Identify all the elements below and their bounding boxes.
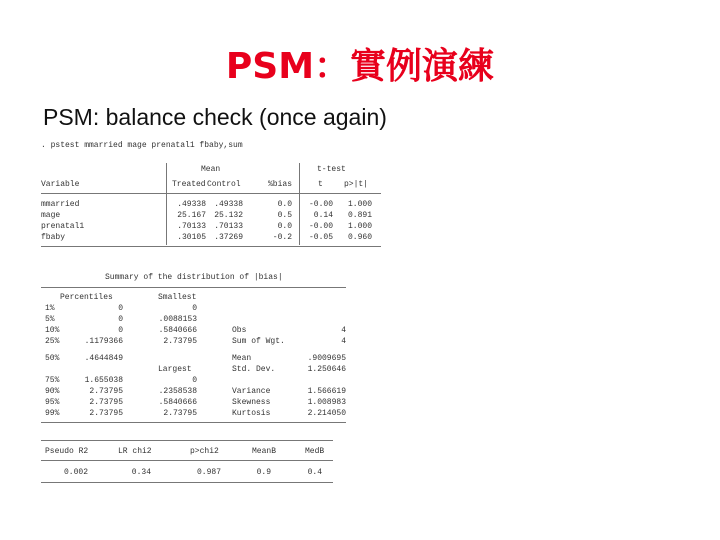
header-bias: %bias — [268, 180, 293, 189]
smallest-value: .0088153 — [158, 315, 197, 324]
percentile-value: .1179366 — [84, 337, 123, 346]
fit-header: LR chi2 — [118, 447, 152, 456]
stat-label: Std. Dev. — [232, 365, 276, 374]
fit-header: p>chi2 — [190, 447, 219, 456]
percentile-value: 2.73795 — [89, 409, 123, 418]
t-value: -0.05 — [308, 233, 333, 242]
table-divider — [166, 163, 167, 245]
fit-value: 0.002 — [63, 468, 88, 477]
stat-value: 4 — [341, 326, 346, 335]
percentile-label: 75% — [45, 376, 60, 385]
control-mean: .37269 — [214, 233, 243, 242]
percentile-label: 95% — [45, 398, 60, 407]
fit-value: 0.9 — [256, 468, 271, 477]
t-value: -0.00 — [308, 200, 333, 209]
smallest-value: 2.73795 — [163, 337, 197, 346]
slide-subtitle: PSM: balance check (once again) — [43, 104, 387, 130]
slide-title: PSM：實例演練 — [225, 46, 495, 87]
largest-value: 2.73795 — [163, 409, 197, 418]
percentile-label: 25% — [45, 337, 60, 346]
header-largest: Largest — [158, 365, 192, 374]
treated-mean: .70133 — [177, 222, 206, 231]
percentile-value: 0 — [118, 315, 123, 324]
fit-value: 0.987 — [196, 468, 221, 477]
header-variable: Variable — [41, 180, 80, 189]
smallest-value: 0 — [192, 304, 197, 313]
percentile-label: 90% — [45, 387, 60, 396]
var-name: fbaby — [41, 233, 66, 242]
fit-header: Pseudo R2 — [45, 447, 89, 456]
stata-command: . pstest mmarried mage prenatal1 fbaby,sum — [41, 141, 243, 150]
treated-mean: .49338 — [177, 200, 206, 209]
stat-value: 1.250646 — [307, 365, 346, 374]
var-name: mmarried — [41, 200, 80, 209]
t-value: -0.00 — [308, 222, 333, 231]
stat-value: 4 — [341, 337, 346, 346]
header-mean: Mean — [201, 165, 221, 174]
table-rule — [41, 193, 381, 194]
percentile-value: 0 — [118, 304, 123, 313]
header-p: p>|t| — [344, 180, 369, 189]
header-control: Control — [207, 180, 241, 189]
table-divider — [299, 163, 300, 245]
table-rule — [41, 287, 346, 288]
control-mean: .49338 — [214, 200, 243, 209]
table-rule — [41, 246, 381, 247]
fit-header: MeanB — [252, 447, 277, 456]
header-smallest: Smallest — [158, 293, 197, 302]
table-rule — [41, 440, 333, 441]
stat-label: Variance — [232, 387, 271, 396]
p-value: 0.891 — [347, 211, 372, 220]
treated-mean: 25.167 — [177, 211, 206, 220]
largest-value: 0 — [192, 376, 197, 385]
smallest-value: .5840666 — [158, 326, 197, 335]
fit-value: 0.4 — [307, 468, 322, 477]
percentile-value: 2.73795 — [89, 387, 123, 396]
summary-title: Summary of the distribution of |bias| — [105, 273, 283, 282]
bias-value: 0.5 — [277, 211, 292, 220]
fit-value: 0.34 — [131, 468, 151, 477]
var-name: mage — [41, 211, 61, 220]
p-value: 1.000 — [347, 222, 372, 231]
p-value: 1.000 — [347, 200, 372, 209]
control-mean: 25.132 — [214, 211, 243, 220]
fit-header: MedB — [305, 447, 325, 456]
percentile-label: 50% — [45, 354, 60, 363]
stat-label: Skewness — [232, 398, 271, 407]
stat-value: .9009695 — [307, 354, 346, 363]
stat-value: 1.566619 — [307, 387, 346, 396]
header-ttest: t-test — [317, 165, 346, 174]
stat-label: Kurtosis — [232, 409, 271, 418]
treated-mean: .30105 — [177, 233, 206, 242]
bias-value: 0.0 — [277, 200, 292, 209]
header-t: t — [318, 180, 323, 189]
table-rule — [41, 460, 333, 461]
t-value: 0.14 — [313, 211, 333, 220]
stat-label: Mean — [232, 354, 252, 363]
percentile-value: 2.73795 — [89, 398, 123, 407]
table-rule — [41, 422, 346, 423]
bias-value: -0.2 — [272, 233, 292, 242]
header-treated: Treated — [172, 180, 206, 189]
percentile-label: 5% — [45, 315, 55, 324]
largest-value: .2358538 — [158, 387, 197, 396]
percentile-value: .4644849 — [84, 354, 123, 363]
stat-label: Sum of Wgt. — [232, 337, 285, 346]
percentile-value: 1.655038 — [84, 376, 123, 385]
stat-value: 2.214050 — [307, 409, 346, 418]
percentile-label: 10% — [45, 326, 60, 335]
var-name: prenatal1 — [41, 222, 85, 231]
percentile-label: 1% — [45, 304, 55, 313]
percentile-label: 99% — [45, 409, 60, 418]
stat-label: Obs — [232, 326, 247, 335]
header-percentiles: Percentiles — [60, 293, 113, 302]
p-value: 0.960 — [347, 233, 372, 242]
percentile-value: 0 — [118, 326, 123, 335]
largest-value: .5840666 — [158, 398, 197, 407]
stat-value: 1.008983 — [307, 398, 346, 407]
control-mean: .70133 — [214, 222, 243, 231]
table-rule — [41, 482, 333, 483]
bias-value: 0.0 — [277, 222, 292, 231]
